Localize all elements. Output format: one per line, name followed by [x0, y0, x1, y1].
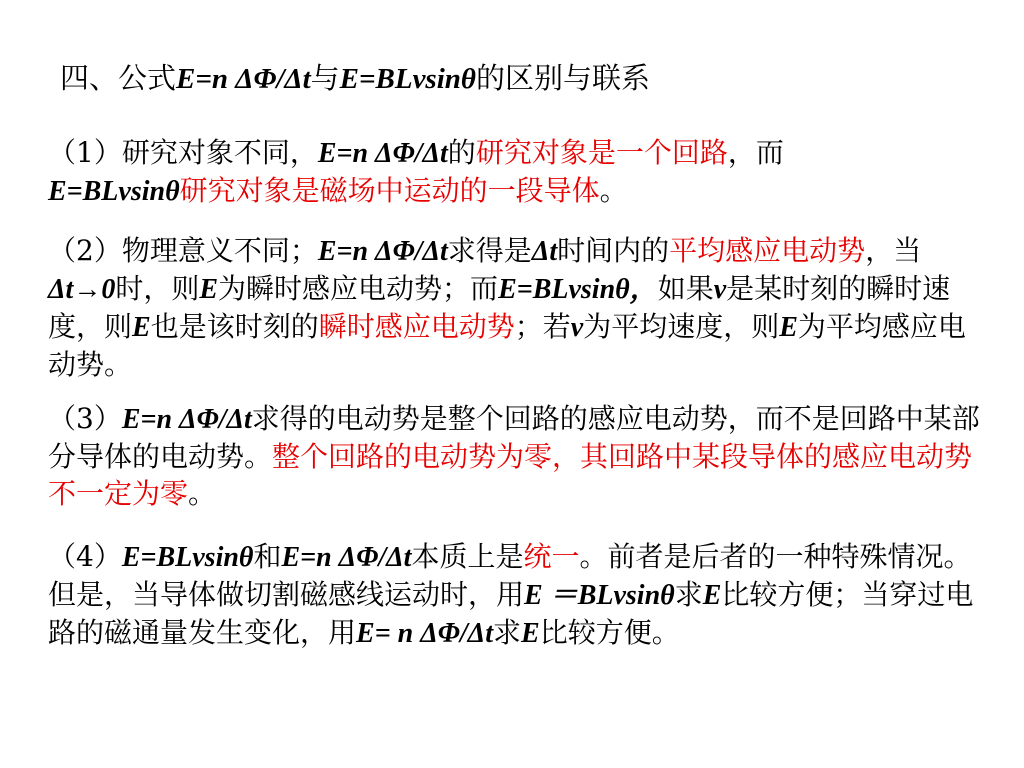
title-mid: 与	[310, 61, 340, 95]
p4-formula: E	[702, 580, 722, 611]
p2-formula: Δt→0	[48, 274, 116, 305]
p1-formula-flux: E=n ΔΦ/Δt	[317, 138, 448, 169]
p3-text: （3）	[48, 402, 122, 435]
p2-text: （2）物理意义不同；	[48, 234, 318, 267]
title-formula-flux: E=n ΔΦ/Δt	[176, 63, 311, 95]
p3-highlight: 整个回路的电动势为零，其回路中某段导体的感应电动势不一定为零	[48, 440, 973, 510]
p1-text: 。	[599, 174, 628, 207]
p4-text: 比较方便。	[539, 616, 680, 649]
paragraph-3	[48, 400, 988, 512]
p2-text: 也是该时刻的	[150, 310, 319, 343]
paragraph-2	[48, 232, 988, 383]
title-formula-motional: E=BLvsinθ	[339, 63, 476, 95]
p2-text: 求得是	[447, 234, 532, 267]
p2-formula: v	[713, 274, 727, 305]
p4-text: 本质上是	[411, 540, 524, 573]
p3-formula: E=n ΔΦ/Δt	[121, 404, 252, 435]
p3-text: 。	[188, 477, 217, 510]
p1-text: 的	[447, 136, 476, 169]
p4-text: 求	[492, 616, 521, 649]
p2-text: 是某时刻的瞬时速度，则	[48, 272, 951, 343]
p1-highlight: 研究对象是一个回路	[475, 136, 728, 169]
p2-formula: v	[570, 312, 584, 343]
p2-text: 时间内的	[557, 234, 670, 267]
paragraph-1	[48, 134, 988, 210]
p2-text: 为瞬时感应电动势；而	[218, 272, 499, 305]
p2-text: 时，则	[115, 272, 200, 305]
p4-formula: E ＝BLvsinθ	[524, 580, 675, 611]
p1-text: ，而	[727, 136, 784, 169]
p4-formula: E=n ΔΦ/Δt	[281, 542, 412, 573]
p4-text: 。前者是后者的一种特殊情况。但是，当导体做切割磁感线运动时，用	[48, 540, 972, 611]
p2-text: 为平均速度，则	[583, 310, 780, 343]
title-suffix: 的区别与联系	[475, 61, 650, 95]
p2-formula: E	[199, 274, 219, 305]
p1-formula-motional: E=BLvsinθ	[48, 176, 180, 207]
p4-text: 比较方便；当穿过电路的磁通量发生变化，用	[48, 578, 974, 649]
p4-text: 求	[674, 578, 703, 611]
p2-highlight: 瞬时感应电动势	[318, 310, 515, 343]
p3-text: 求得的电动势是整个回路的感应电动势，而不是回路中某部分导体的电动势。	[48, 402, 980, 473]
title-prefix: 四、公式	[60, 61, 177, 95]
p4-text: 和	[253, 540, 282, 573]
p2-text: ，当	[865, 234, 922, 267]
p1-text: （1）研究对象不同，	[48, 136, 318, 169]
p2-formula: E	[779, 312, 798, 343]
paragraph-4	[48, 538, 988, 652]
p2-text: ；若	[514, 310, 571, 343]
p4-formula: E	[521, 618, 540, 649]
p4-formula: E= n ΔΦ/Δt	[356, 618, 493, 649]
p4-highlight: 统一	[523, 540, 580, 573]
p2-text: 为平均感应电动势。	[48, 310, 966, 381]
p4-formula: E=BLvsinθ	[121, 542, 254, 573]
p1-highlight: 研究对象是磁场中运动的一段导体	[179, 174, 600, 207]
p2-formula: E=n ΔΦ/Δt	[317, 236, 448, 267]
p2-formula: Δt	[531, 236, 558, 267]
p2-formula: E	[132, 312, 151, 343]
p2-text: 如果	[657, 272, 714, 305]
slide-title	[60, 58, 650, 99]
p2-highlight: 平均感应电动势	[669, 234, 866, 267]
p4-text: （4）	[48, 540, 122, 573]
p2-formula: E=BLvsinθ，	[498, 274, 658, 305]
